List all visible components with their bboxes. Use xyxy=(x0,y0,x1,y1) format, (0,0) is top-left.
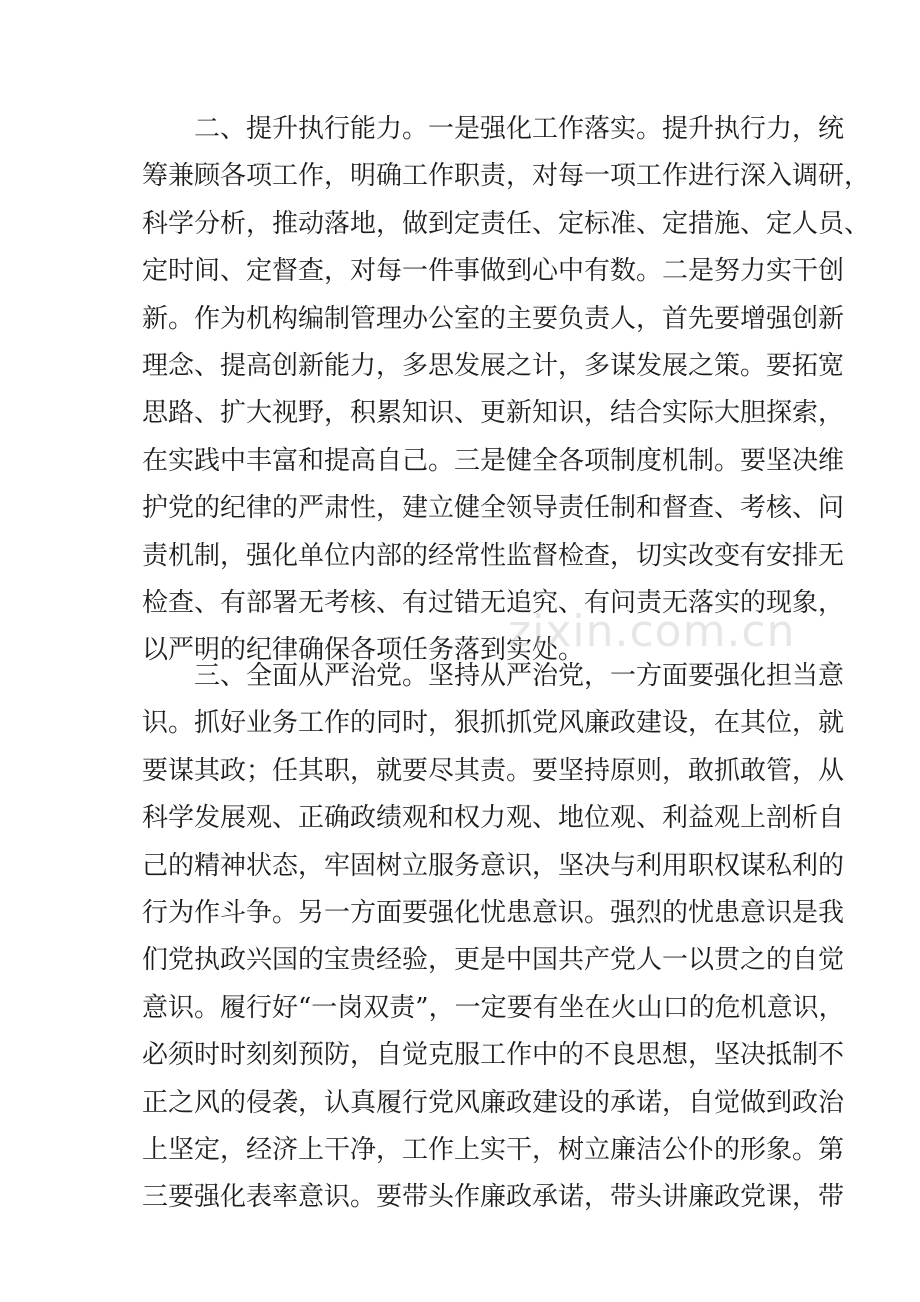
text-line: 在实践中丰富和提高自己。三是健全各项制度机制。要坚决维 xyxy=(142,445,845,476)
text-line: 二、提升执行能力。一是强化工作落实。提升执行力，统 xyxy=(194,114,845,144)
text-line: 理念、提高创新能力，多思发展之计，多谋发展之策。要拓宽 xyxy=(142,350,845,381)
paragraph-section-2 xyxy=(142,106,871,675)
text-line: 识。抓好业务工作的同时，狠抓抓党风廉政建设，在其位，就 xyxy=(142,708,845,739)
text-line: 检查、有部署无考核、有过错无追究、有问责无落实的现象， xyxy=(142,587,845,618)
text-line: 正之风的侵袭，认真履行党风廉政建设的承诺，自觉做到政治 xyxy=(142,1087,845,1118)
text-line: 护党的纪律的严肃性，建立健全领导责任制和督查、考核、问 xyxy=(142,493,845,524)
text-line: 上坚定，经济上干净，工作上实干，树立廉洁公仆的形象。第 xyxy=(142,1134,845,1165)
text-line: 三、全面从严治党。坚持从严治党，一方面要强化担当意 xyxy=(194,661,845,691)
text-line: 们党执政兴国的宝贵经验，更是中国共产党人一以贯之的自觉 xyxy=(142,945,845,976)
text-line: 以严明的纪律确保各项任务落到实处。 xyxy=(142,635,585,666)
watermark: zixin.com.cn xyxy=(508,606,796,657)
text-line: 必须时时刻刻预防，自觉克服工作中的不良思想，坚决抵制不 xyxy=(142,1040,845,1071)
text-line: 科学发展观、正确政绩观和权力观、地位观、利益观上剖析自 xyxy=(142,803,845,834)
text-line: 意识。履行好“一岗双责”，一定要有坐在火山口的危机意识， xyxy=(142,992,845,1023)
text-line: 科学分析，推动落地，做到定责任、定标准、定措施、定人员、 xyxy=(142,208,871,239)
text-line: 己的精神状态，牢固树立服务意识，坚决与利用职权谋私利的 xyxy=(142,850,845,881)
text-line: 思路、扩大视野，积累知识、更新知识，结合实际大胆探索， xyxy=(142,398,845,429)
text-line: 三要强化表率意识。要带头作廉政承诺，带头讲廉政党课，带 xyxy=(142,1182,845,1213)
text-line: 筹兼顾各项工作，明确工作职责，对每一项工作进行深入调研， xyxy=(142,161,871,192)
text-line: 新。作为机构编制管理办公室的主要负责人，首先要增强创新 xyxy=(142,303,845,334)
text-line: 行为作斗争。另一方面要强化忧患意识。强烈的忧患意识是我 xyxy=(142,897,845,928)
text-line: 定时间、定督查，对每一件事做到心中有数。二是努力实干创 xyxy=(142,256,845,287)
text-line: 要谋其政；任其职，就要尽其责。要坚持原则，敢抓敢管，从 xyxy=(142,755,845,786)
text-line: 责机制，强化单位内部的经常性监督检查，切实改变有安排无 xyxy=(142,540,845,571)
paragraph-section-3 xyxy=(142,653,845,1222)
